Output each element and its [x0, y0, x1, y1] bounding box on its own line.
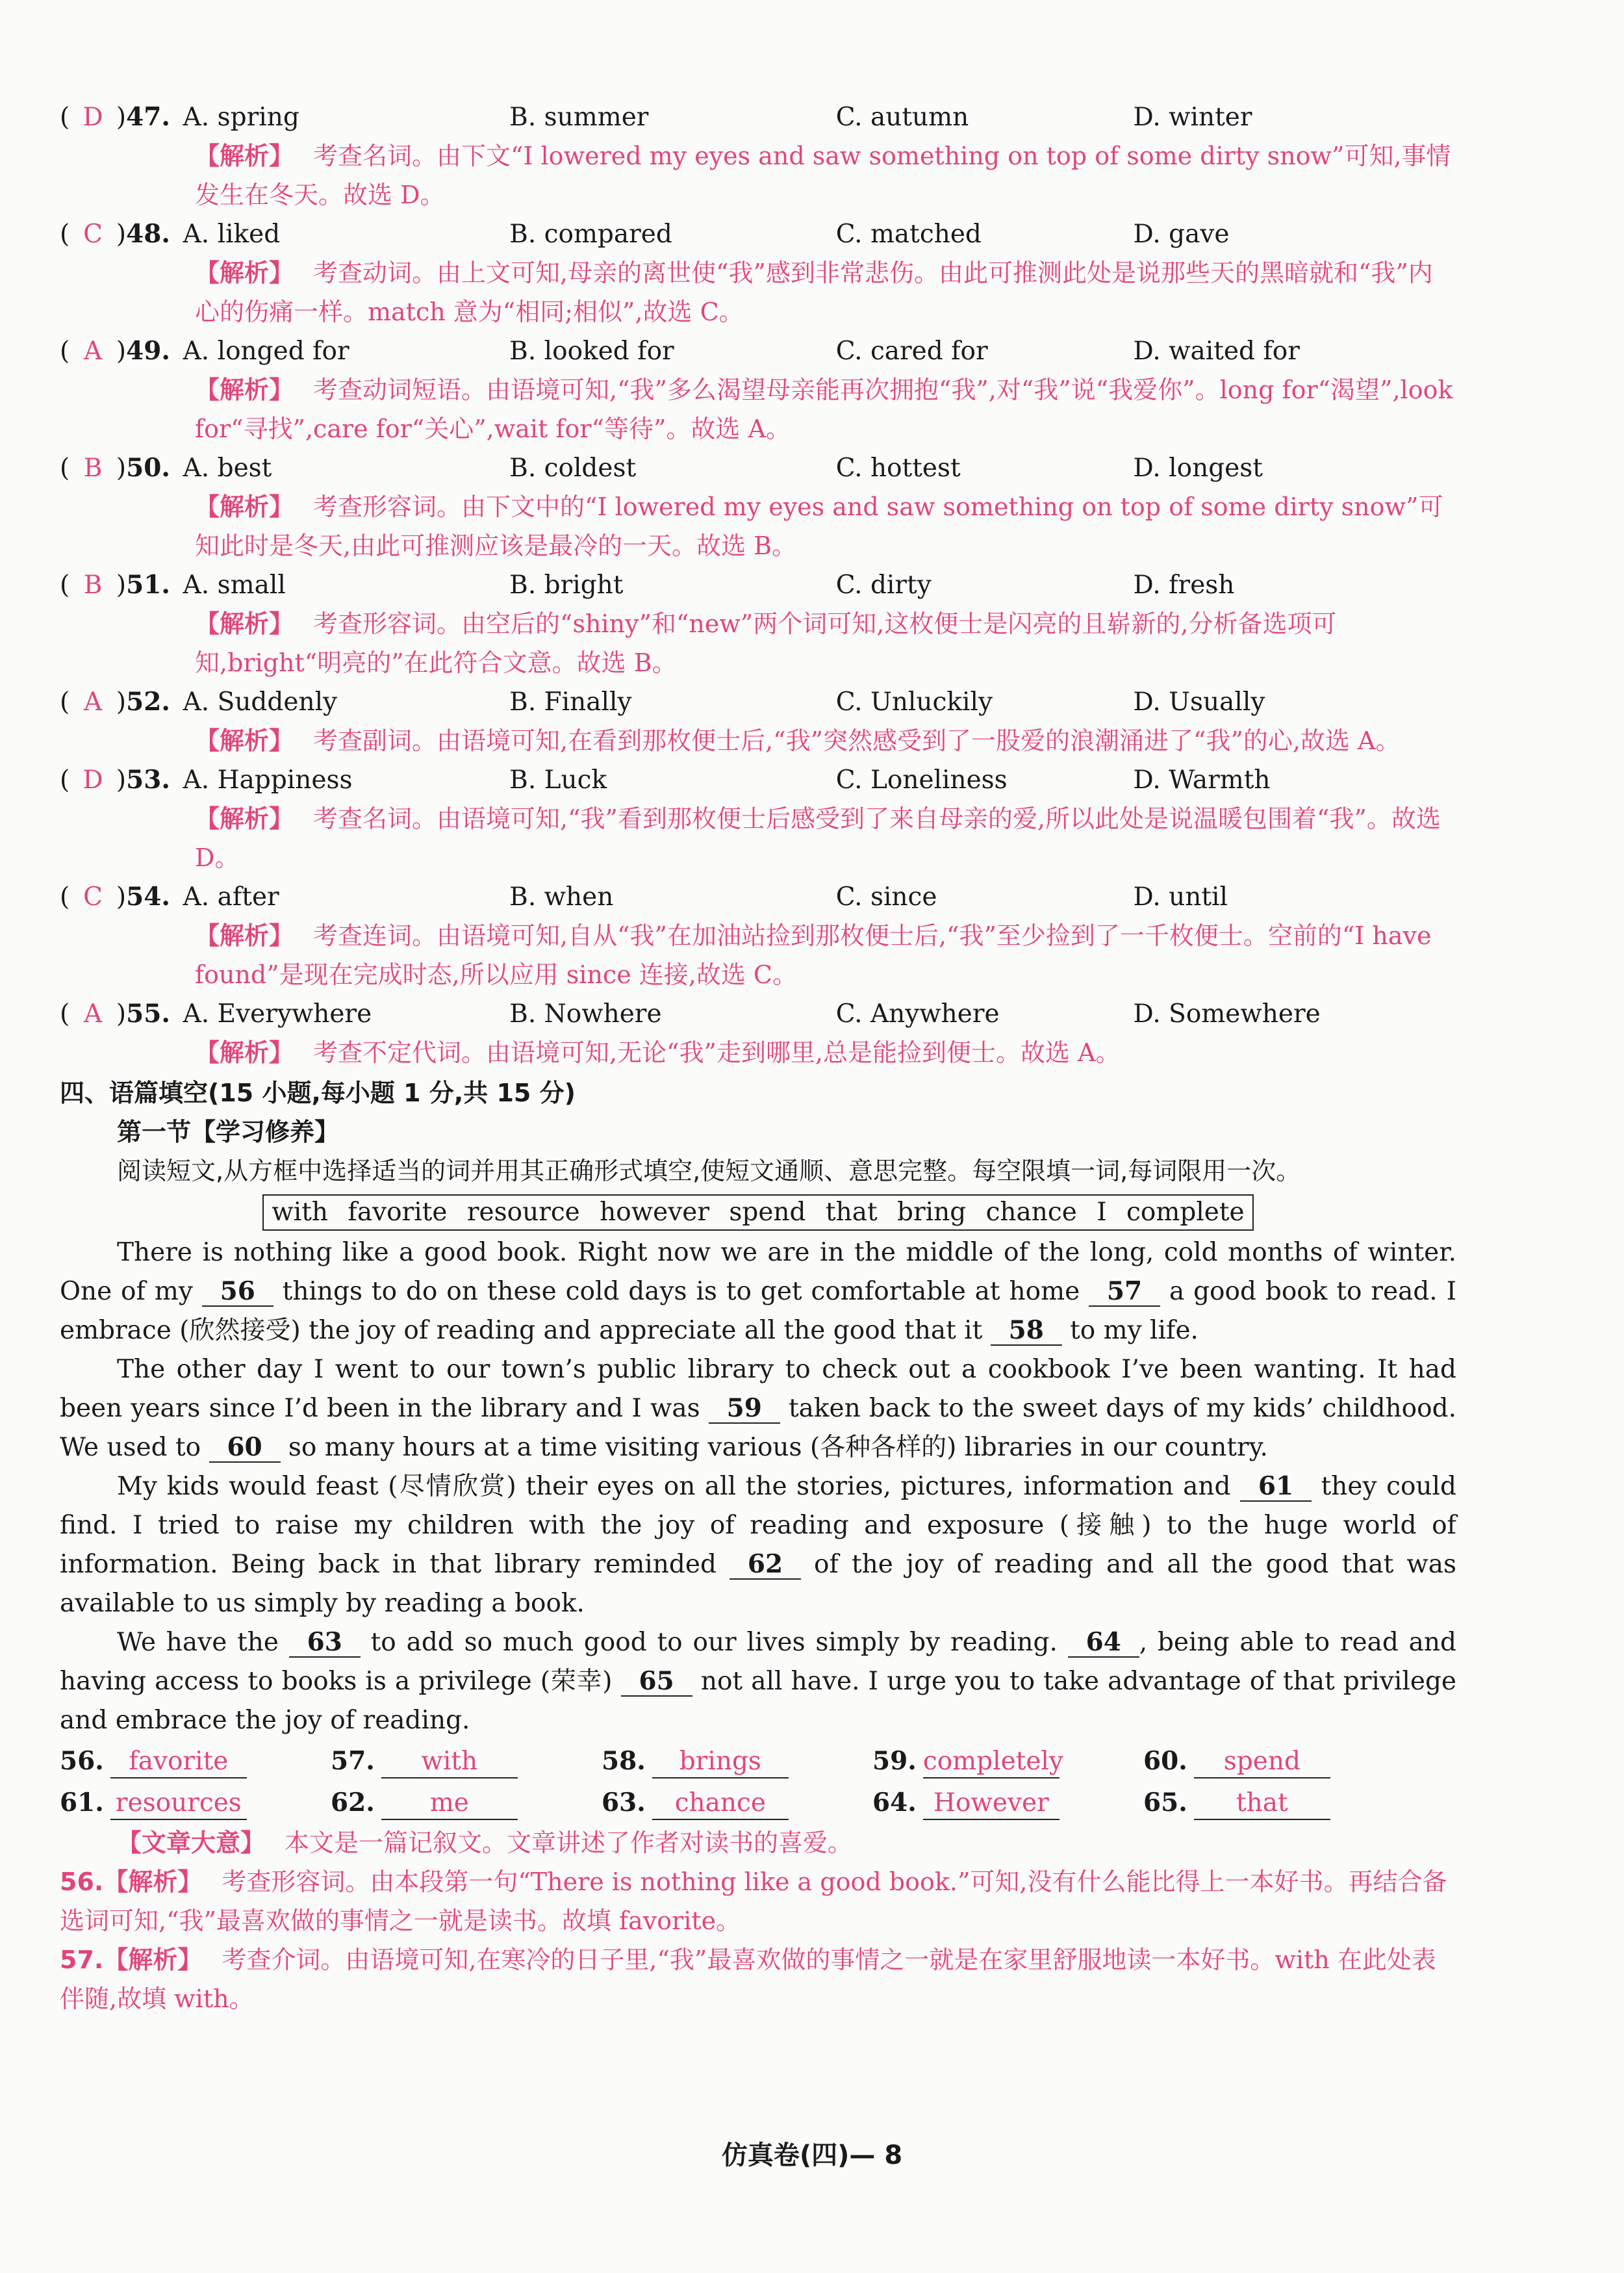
- answer-cell: [602, 1740, 872, 1782]
- question-number: 48.: [126, 219, 170, 249]
- question-number: 53.: [126, 765, 170, 795]
- blank-63: 63: [289, 1628, 361, 1658]
- answer-letter: B: [83, 571, 103, 600]
- blank-explanation: 56.【解析】 考查形容词。由本段第一句“There is nothing like a good book.”可知,没有什么能比得上一本好书。再结合备选词可知,“我”最喜欢做的事情之一就是读书。故填 favorite。: [60, 1868, 1447, 1935]
- option-d: D. fresh: [1133, 571, 1235, 600]
- option-c: C. Loneliness: [835, 765, 1008, 795]
- question-explanation: 【解析】 考查形容词。由下文中的“I lowered my eyes and saw something on top of some dirty snow”可知此时是冬天,由此可推测应该是最冷的一天。故选 B。: [195, 493, 1443, 560]
- option-c: C. matched: [835, 220, 982, 249]
- option-d: D. winter: [1133, 103, 1252, 132]
- question-list: [60, 97, 1456, 1072]
- question-row: [60, 682, 1456, 721]
- question-explanation: 【解析】 考查名词。由下文“I lowered my eyes and saw something on top of some dirty snow”可知,事情发生在冬天。故选 D。: [195, 142, 1451, 209]
- close-paren: ): [116, 103, 127, 132]
- option-c: C. Anywhere: [835, 999, 1000, 1029]
- summary: 【文章大意】 本文是一篇记叙文。文章讲述了作者对读书的喜爱。: [117, 1829, 853, 1857]
- answer-letter: D: [82, 765, 103, 795]
- close-paren: ): [116, 454, 127, 483]
- close-paren: ): [116, 687, 127, 717]
- answer-letter: C: [83, 882, 103, 912]
- option-d: D. Warmth: [1133, 765, 1271, 795]
- explanations: [60, 1862, 1456, 2018]
- answer-cell: [1143, 1782, 1414, 1823]
- answer-value: me: [381, 1788, 518, 1820]
- option-c: C. since: [835, 882, 937, 912]
- answer-number: 58.: [602, 1746, 646, 1776]
- question-explanation: 【解析】 考查副词。由语境可知,在看到那枚便士后,“我”突然感受到了一股爱的浪潮涌进了“我”的心,故选 A。: [195, 726, 1401, 755]
- question-row: [60, 448, 1456, 487]
- open-paren: (: [60, 103, 70, 132]
- open-paren: (: [60, 337, 70, 366]
- answer-value: brings: [652, 1746, 789, 1779]
- answer-number: 56.: [60, 1746, 104, 1776]
- option-d: D. waited for: [1133, 337, 1300, 366]
- question-row: [60, 994, 1456, 1033]
- question-explanation: 【解析】 考查形容词。由空后的“shiny”和“new”两个词可知,这枚便士是闪亮的且崭新的,分析备选项可知,bright“明亮的”在此符合文意。故选 B。: [195, 610, 1337, 677]
- option-b: B. when: [509, 882, 614, 912]
- answer-value: chance: [652, 1788, 789, 1820]
- option-a: A. liked: [183, 220, 281, 249]
- open-paren: (: [60, 882, 70, 912]
- answer-letter: D: [82, 103, 103, 132]
- question-row: [60, 565, 1456, 604]
- option-b: B. coldest: [509, 454, 637, 483]
- option-c: C. cared for: [835, 337, 988, 366]
- blank-61: 61: [1240, 1472, 1312, 1502]
- option-a: A. Happiness: [183, 765, 353, 795]
- blank-60: 60: [209, 1433, 281, 1463]
- answer-cell: [1143, 1740, 1414, 1782]
- close-paren: ): [116, 220, 127, 249]
- option-b: B. Nowhere: [509, 999, 662, 1029]
- answer-letter: A: [83, 687, 103, 717]
- answer-letter: A: [83, 337, 103, 366]
- option-d: D. gave: [1133, 220, 1230, 249]
- question-number: 47.: [126, 102, 170, 132]
- option-a: A. best: [183, 454, 272, 483]
- question-number: 50.: [126, 453, 170, 483]
- close-paren: ): [116, 765, 127, 795]
- option-b: B. bright: [509, 571, 624, 600]
- question-row: [60, 97, 1456, 136]
- question-number: 52.: [126, 687, 170, 717]
- open-paren: (: [60, 571, 70, 600]
- blank-65: 65: [621, 1667, 692, 1697]
- paragraph-1: There is nothing like a good book. Right now we are in the middle of the long, cold months of winter. One of my 56 things to do on these cold days is to get comfortable at home 57 a good book to read. I embrace (欣然接受) the joy of reading and appreciate all the good that it 58 to my life.: [60, 1238, 1456, 1345]
- instruction-text: 阅读短文,从方框中选择适当的词并用其正确形式填空,使短文通顺、意思完整。每空限填一词,每词限用一次。: [117, 1157, 1301, 1185]
- option-b: B. compared: [509, 220, 672, 249]
- option-d: D. longest: [1133, 454, 1263, 483]
- close-paren: ): [116, 571, 127, 600]
- option-a: A. after: [183, 882, 279, 912]
- question-explanation: 【解析】 考查动词短语。由语境可知,“我”多么渴望母亲能再次拥抱“我”,对“我”说“我爱你”。long for“渴望”,look for“寻找”,care for“关心”,wait for“等待”。故选 A。: [195, 376, 1453, 443]
- option-a: A. Everywhere: [183, 999, 372, 1029]
- page-footer: 仿真卷(四)— 8: [721, 2140, 903, 2170]
- page-content: [60, 97, 1456, 2018]
- answer-letter: A: [83, 999, 103, 1029]
- blank-59: 59: [709, 1394, 780, 1424]
- option-b: B. looked for: [509, 337, 674, 366]
- answer-cell: [331, 1782, 602, 1823]
- question-number: 49.: [126, 336, 170, 366]
- option-a: A. Suddenly: [183, 687, 338, 717]
- paragraph-2: The other day I went to our town’s public library to check out a cookbook I’ve been wanting. It had been years since I’d been in the library and I was 59 taken back to the sweet days of my kids’ childhood. We used to 60 so many hours at a time visiting various (各种各样的) libraries in our country.: [60, 1355, 1456, 1462]
- answer-cell: [872, 1740, 1143, 1782]
- blank-57: 57: [1089, 1277, 1160, 1307]
- question-explanation: 【解析】 考查连词。由语境可知,自从“我”在加油站捡到那枚便士后,“我”至少捡到了一千枚便士。空前的“I have found”是现在完成时态,所以应用 since 连接,故选 C。: [195, 921, 1432, 989]
- answer-number: 61.: [60, 1788, 104, 1817]
- question-explanation: 【解析】 考查动词。由上文可知,母亲的离世使“我”感到非常悲伤。由此可推测此处是说那些天的黑暗就和“我”内心的伤痛一样。match 意为“相同;相似”,故选 C。: [195, 259, 1433, 326]
- word-box: with favorite resource however spend that bring chance I complete: [262, 1194, 1253, 1231]
- section-subtitle: 第一节【学习修养】: [117, 1118, 340, 1146]
- answer-number: 60.: [1143, 1746, 1187, 1776]
- option-c: C. autumn: [835, 103, 969, 132]
- answer-cell: [60, 1782, 331, 1823]
- question-number: 51.: [126, 570, 170, 600]
- answer-cell: [872, 1782, 1143, 1823]
- close-paren: ): [116, 999, 127, 1029]
- option-b: B. Luck: [509, 765, 607, 795]
- answer-value: completely: [923, 1746, 1059, 1779]
- blank-62: 62: [730, 1550, 801, 1580]
- close-paren: ): [116, 882, 127, 912]
- blank-explanation: 57.【解析】 考查介词。由语境可知,在寒冷的日子里,“我”最喜欢做的事情之一就是在家里舒服地读一本好书。with 在此处表伴随,故填 with。: [60, 1946, 1436, 2013]
- option-c: C. hottest: [835, 454, 961, 483]
- question-row: [60, 760, 1456, 799]
- answer-cell: [602, 1782, 872, 1823]
- option-a: A. small: [183, 571, 286, 600]
- question-explanation: 【解析】 考查名词。由语境可知,“我”看到那枚便士后感受到了来自母亲的爱,所以此处是说温暖包围着“我”。故选 D。: [195, 804, 1441, 872]
- option-a: A. longed for: [183, 337, 349, 366]
- answer-number: 65.: [1143, 1788, 1187, 1817]
- answer-letter: B: [83, 454, 103, 483]
- question-number: 54.: [126, 882, 170, 912]
- answer-grid: [60, 1740, 1456, 1823]
- section-title: 四、语篇填空(15 小题,每小题 1 分,共 15 分): [60, 1079, 576, 1107]
- option-c: C. Unluckily: [835, 687, 993, 717]
- blank-64: 64: [1068, 1628, 1139, 1658]
- option-b: B. Finally: [509, 687, 632, 717]
- open-paren: (: [60, 454, 70, 483]
- open-paren: (: [60, 687, 70, 717]
- answer-value: However: [923, 1788, 1059, 1820]
- answer-value: favorite: [110, 1746, 247, 1779]
- answer-letter: C: [83, 220, 103, 249]
- option-d: D. until: [1133, 882, 1228, 912]
- paragraph-3: My kids would feast (尽情欣赏) their eyes on all the stories, pictures, information and 61 they could find. I tried to raise my children with the joy of reading and exposure (接触) to the huge world of information. Being back in that library reminded 62 of the joy of reading and all the good that was available to us simply by reading a book.: [60, 1471, 1456, 1618]
- answer-number: 62.: [331, 1788, 375, 1817]
- question-row: [60, 877, 1456, 916]
- answer-value: with: [381, 1746, 518, 1779]
- option-a: A. spring: [183, 103, 299, 132]
- option-d: D. Somewhere: [1133, 999, 1321, 1029]
- option-b: B. summer: [509, 103, 649, 132]
- answer-value: resources: [110, 1788, 247, 1820]
- answer-number: 57.: [331, 1746, 375, 1776]
- answer-number: 64.: [872, 1788, 917, 1817]
- question-row: [60, 214, 1456, 253]
- paragraph-4: We have the 63 to add so much good to our lives simply by reading. 64 , being able to read and having access to books is a privilege (荣幸) 65 not all have. I urge you to take advantage of that privilege and embrace the joy of reading.: [60, 1627, 1456, 1735]
- open-paren: (: [60, 765, 70, 795]
- open-paren: (: [60, 999, 70, 1029]
- answer-cell: [60, 1740, 331, 1782]
- passage: [60, 1233, 1456, 1740]
- answer-number: 59.: [872, 1746, 917, 1776]
- answer-value: that: [1194, 1788, 1330, 1820]
- answer-value: spend: [1194, 1746, 1330, 1779]
- blank-56: 56: [202, 1277, 273, 1307]
- answer-cell: [331, 1740, 602, 1782]
- question-number: 55.: [126, 999, 170, 1029]
- option-d: D. Usually: [1133, 687, 1265, 717]
- question-explanation: 【解析】 考查不定代词。由语境可知,无论“我”走到哪里,总是能捡到便士。故选 A。: [195, 1038, 1121, 1067]
- blank-58: 58: [991, 1316, 1062, 1346]
- option-c: C. dirty: [835, 571, 932, 600]
- question-row: [60, 331, 1456, 370]
- answer-number: 63.: [602, 1788, 646, 1817]
- close-paren: ): [116, 337, 127, 366]
- open-paren: (: [60, 220, 70, 249]
